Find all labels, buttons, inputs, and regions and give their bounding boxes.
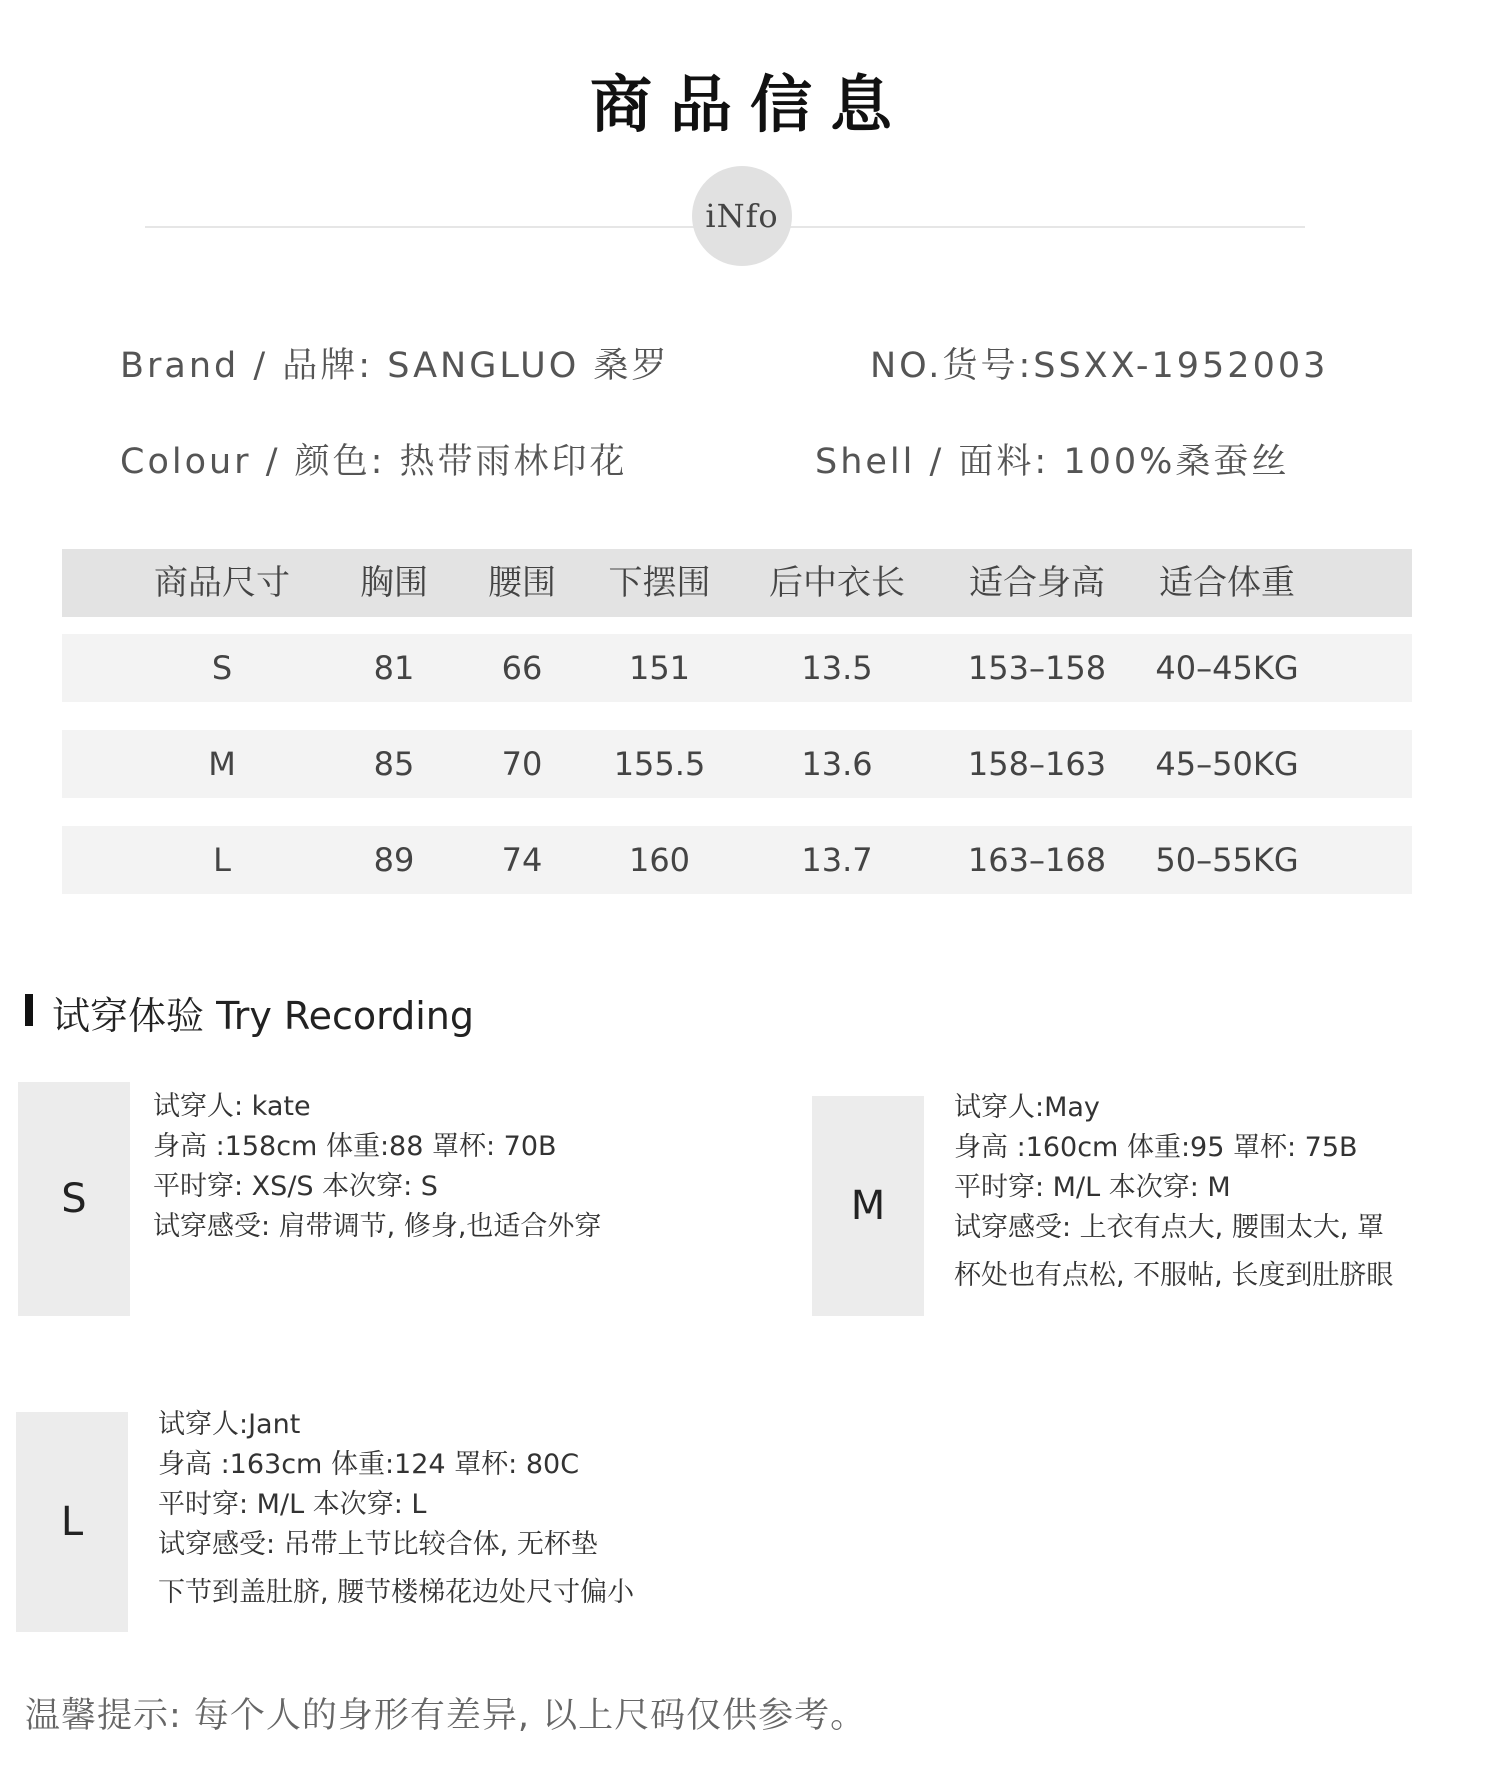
measurements-line: 身高 :163cm 体重:124 罩杯: 80C bbox=[158, 1449, 580, 1480]
feedback-line: 杯处也有点松, 不服帖, 长度到肚脐眼 bbox=[954, 1260, 1394, 1291]
cell-size: S bbox=[211, 649, 233, 687]
size-tag-l: L bbox=[16, 1412, 128, 1632]
brand-info: Brand / 品牌: SANGLUO 桑罗 bbox=[120, 346, 670, 386]
tester-line: 试穿人:May bbox=[954, 1092, 1100, 1123]
product-number: NO.货号:SSXX-1952003 bbox=[870, 346, 1329, 386]
cell-size: M bbox=[208, 745, 236, 783]
measurements-line: 身高 :160cm 体重:95 罩杯: 75B bbox=[954, 1132, 1358, 1163]
cell-height: 158–163 bbox=[967, 745, 1107, 783]
cell-weight: 45–50KG bbox=[1155, 745, 1299, 783]
cell-hem: 151 bbox=[628, 649, 691, 687]
colour-info: Colour / 颜色: 热带雨林印花 bbox=[120, 442, 628, 482]
section-marker bbox=[25, 994, 33, 1026]
cell-weight: 40–45KG bbox=[1155, 649, 1299, 687]
header-height: 适合身高 bbox=[969, 563, 1105, 603]
cell-hem: 160 bbox=[628, 841, 691, 879]
table-row bbox=[62, 730, 1412, 798]
try-details-s bbox=[153, 1087, 601, 1247]
cell-height: 153–158 bbox=[967, 649, 1107, 687]
cell-length: 13.7 bbox=[801, 841, 873, 879]
header-hem: 下摆围 bbox=[608, 563, 711, 603]
header-bust: 胸围 bbox=[360, 563, 428, 603]
feedback-line: 试穿感受: 上衣有点大, 腰围太大, 罩 bbox=[954, 1212, 1385, 1243]
header-size: 商品尺寸 bbox=[154, 563, 290, 603]
cell-bust: 89 bbox=[373, 841, 415, 879]
usual-size-line: 平时穿: M/L 本次穿: L bbox=[158, 1489, 427, 1520]
footer-note: 温馨提示: 每个人的身形有差异, 以上尺码仅供参考。 bbox=[25, 1696, 867, 1736]
shell-info: Shell / 面料: 100%桑蚕丝 bbox=[815, 442, 1290, 482]
header-weight: 适合体重 bbox=[1159, 563, 1295, 603]
measurements-line: 身高 :158cm 体重:88 罩杯: 70B bbox=[153, 1131, 557, 1162]
feedback-line: 试穿感受: 吊带上节比较合体, 无杯垫 bbox=[158, 1529, 598, 1560]
size-tag-s: S bbox=[18, 1082, 130, 1316]
table-row bbox=[62, 634, 1412, 702]
cell-hem: 155.5 bbox=[613, 745, 706, 783]
table-header-row bbox=[62, 549, 1412, 617]
usual-size-line: 平时穿: M/L 本次穿: M bbox=[954, 1172, 1231, 1203]
size-tag-m: M bbox=[812, 1096, 924, 1316]
cell-length: 13.5 bbox=[801, 649, 873, 687]
feedback-line: 下节到盖肚脐, 腰节楼梯花边处尺寸偏小 bbox=[158, 1577, 635, 1608]
feedback-line: 试穿感受: 肩带调节, 修身,也适合外穿 bbox=[153, 1211, 602, 1242]
tester-line: 试穿人: kate bbox=[153, 1091, 311, 1122]
try-details-l bbox=[158, 1405, 634, 1613]
cell-waist: 70 bbox=[501, 745, 543, 783]
usual-size-line: 平时穿: XS/S 本次穿: S bbox=[153, 1171, 438, 1202]
tester-line: 试穿人:Jant bbox=[158, 1409, 301, 1440]
cell-length: 13.6 bbox=[801, 745, 873, 783]
cell-bust: 81 bbox=[373, 649, 415, 687]
cell-weight: 50–55KG bbox=[1155, 841, 1299, 879]
cell-height: 163–168 bbox=[967, 841, 1107, 879]
cell-bust: 85 bbox=[373, 745, 415, 783]
header-length: 后中衣长 bbox=[769, 563, 905, 603]
cell-waist: 66 bbox=[501, 649, 543, 687]
section-title: 试穿体验 Try Recording bbox=[52, 994, 474, 1038]
header-waist: 腰围 bbox=[488, 563, 556, 603]
table-row bbox=[62, 826, 1412, 894]
info-badge: iNfo bbox=[692, 166, 792, 266]
try-details-m bbox=[954, 1088, 1393, 1296]
page-title: 商品信息 bbox=[589, 68, 910, 141]
cell-size: L bbox=[213, 841, 231, 879]
cell-waist: 74 bbox=[501, 841, 543, 879]
